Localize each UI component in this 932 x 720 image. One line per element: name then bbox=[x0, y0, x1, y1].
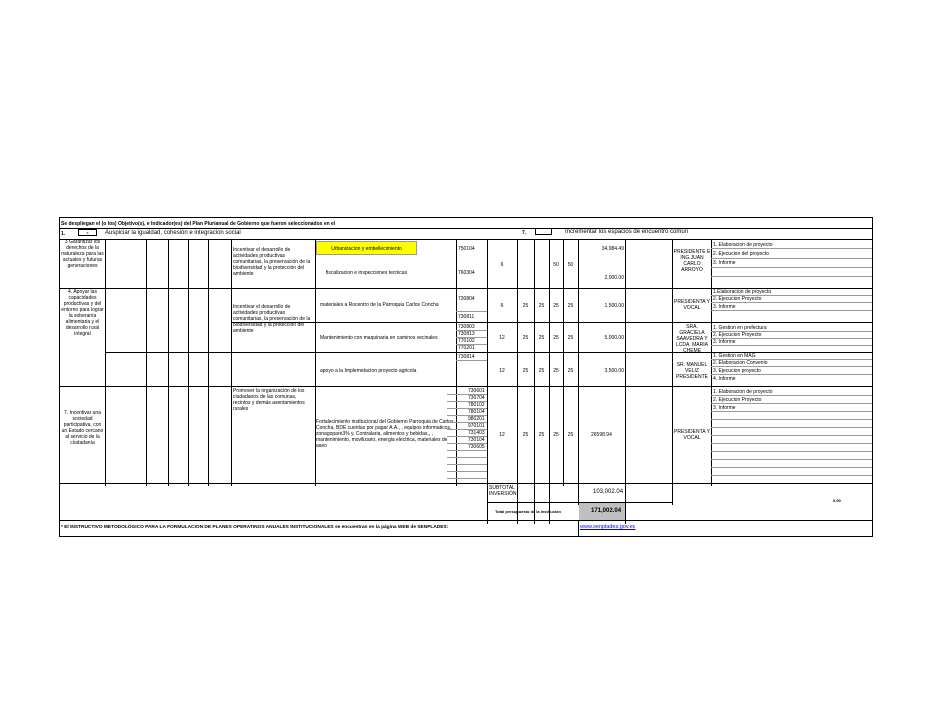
budget-code: 730601 bbox=[468, 388, 485, 394]
activity-item: 3. Ejecucion proyecto bbox=[713, 368, 761, 374]
quarter-cell: 25 bbox=[538, 368, 545, 374]
amount-cell: 5,000.00 bbox=[604, 335, 624, 341]
quarter-cell: 25 bbox=[538, 432, 545, 438]
budget-code: 750104 bbox=[458, 246, 475, 252]
responsible-cell: PRESIDENTA Y VOCAL bbox=[674, 429, 710, 441]
objective-1-number: 1. bbox=[61, 231, 66, 237]
budget-code: 731403 bbox=[468, 430, 485, 436]
activity-item: 2. Ejecucion Proyecto bbox=[713, 296, 762, 302]
total-budget-label: Total presupuesto de la institución bbox=[495, 509, 561, 514]
activity-item: 2. Ejecucion Proyecto bbox=[713, 397, 762, 403]
section-1-strategy: Incentivar el desarrollo de actividades productivas comunitarias, la preservación de la biodiversidad y la protección del ambiente bbox=[233, 247, 311, 277]
budget-code: 770201 bbox=[458, 345, 475, 351]
section-4-objective: 7. Incentivar una sociedad participativa, con un Estado cercano al servicio de la ciudadanía bbox=[61, 410, 104, 446]
highlighted-project-cell: Urbanizacion y embellecimiento bbox=[316, 241, 417, 255]
activity-item: 1. Gestion en MAG bbox=[713, 353, 756, 359]
objective-7-text: Incrementar los espacios de encuentro común bbox=[565, 229, 689, 235]
project-agricola: apoyo a la Implemetacion proyecto agricola bbox=[320, 368, 417, 374]
budget-code: 780102 bbox=[468, 402, 485, 408]
right-total-value: 0.00 bbox=[833, 498, 841, 503]
amount-cell: 3,500.00 bbox=[604, 368, 624, 374]
budget-code: 730811 bbox=[458, 314, 475, 320]
project-fortalecimiento: Fortalecimiento institucional del Gobierno Parroquia de Carlos Concha, BDE cuentas por pagar A.A., , equipos informaticos, zonagopare3% y, Contralaria, alimentos y bebidas,, , mantenimiento, movilizario, energia electrica, materiales de aseo bbox=[316, 419, 454, 449]
project-mantenimiento: Mantenimiento con maquinaria en caminos vecinales bbox=[320, 335, 438, 341]
senplades-link[interactable]: www.senplades.gov.ec bbox=[580, 524, 636, 530]
budget-code: 980201 bbox=[468, 416, 485, 422]
objective-7-number: 7. bbox=[522, 230, 527, 236]
quarter-cell: 25 bbox=[553, 368, 559, 374]
activity-item: 1. Gestion en prefectura bbox=[713, 325, 767, 331]
budget-code: 770102 bbox=[458, 338, 475, 344]
qty-cell: 6 bbox=[500, 303, 504, 309]
section-2-objective: 4. Apoyar las capacidades productivas y del entorno para lograr la soberanía alimentaria y el desarrollo rural integral bbox=[61, 289, 104, 337]
activity-item: 3. Informe bbox=[713, 304, 736, 310]
subtotal-value: 103,002.04 bbox=[593, 489, 624, 495]
total-budget-cell: 171,002.04 bbox=[579, 503, 625, 520]
budget-code: 970101 bbox=[468, 423, 485, 429]
activity-item: 3. Informe bbox=[713, 405, 736, 411]
amount-cell: 34,984.49 bbox=[601, 246, 624, 252]
activity-item: 3. Informe bbox=[713, 260, 736, 266]
quarter-cell: 25 bbox=[522, 368, 529, 374]
objective-1-checkbox[interactable]: x bbox=[78, 229, 97, 236]
budget-code: 730814 bbox=[458, 354, 475, 360]
qty-cell: 12 bbox=[499, 335, 505, 341]
amount-cell: 1,500.00 bbox=[604, 303, 624, 309]
quarter-cell: 25 bbox=[553, 432, 559, 438]
responsible-cell: SRA. GRACIELA SAAVEDRA Y LCDA. MARIA CHEME bbox=[676, 324, 708, 354]
qty-cell: 12 bbox=[499, 368, 505, 374]
budget-code: 730104 bbox=[468, 437, 485, 443]
header-title: Se despliegan el (o los) Objetivo(s), e Indicador(es) del Plan Plurianual de Gobierno que fueron seleccionados en el bbox=[61, 221, 336, 227]
section-1-objective: 3 Garantizar los derechos de la naturaleza para las actuales y futuras generaciones bbox=[61, 239, 104, 269]
subtotal-label: SUBTOTAL INVERSIÓN bbox=[489, 485, 517, 497]
footer-note: * El INSTRUCTIVO METODOLÓGICO PARA LA FORMULACION DE PLANES OPERATINOS ANUALES INSTITUCIONALES se encuentran en la página WEB de SENPLADES: bbox=[61, 525, 449, 530]
amount-cell: 26598.94 bbox=[591, 432, 612, 438]
budget-code: 760304 bbox=[458, 270, 475, 276]
project-fiscalizacion: fiscalizacion e inspecciones tecnicas bbox=[325, 270, 408, 276]
section-2-strategy: Incentivar el desarrollo de actividades productivas comunitarias, la preservación de la biodiversidad y la protección del ambiente bbox=[233, 304, 311, 334]
activity-item: 4. Informe bbox=[713, 376, 736, 382]
budget-code: 730804 bbox=[458, 296, 475, 302]
activity-item: 1.Elaboracion de proyecto bbox=[713, 289, 772, 295]
quarter-cell: 50 bbox=[553, 262, 559, 268]
responsible-cell: PRESIDENTA Y VOCAL bbox=[674, 299, 710, 311]
quarter-cell: 25 bbox=[567, 368, 574, 374]
budget-code: 730803 bbox=[458, 324, 475, 330]
objective-1-text: Auspiciar la igualdad, cohesión e integracion social bbox=[105, 230, 241, 236]
amount-cell: 2,000.00 bbox=[604, 275, 624, 281]
section-4-strategy: Promover la organización de los ciudadanos de las comunas, recintos y demás asentamientos rurales bbox=[233, 388, 305, 412]
quarter-cell: 25 bbox=[553, 335, 559, 341]
quarter-cell: 50 bbox=[567, 262, 574, 268]
quarter-cell: 25 bbox=[538, 303, 545, 309]
project-materiales: materiales a Rocentro de la Parroquia Carlos Concha bbox=[320, 302, 439, 308]
activity-item: 2. Elaboracion Convenio bbox=[713, 360, 768, 366]
activity-item: 1. Elaboracion de proyecto bbox=[713, 389, 773, 395]
quarter-cell: 25 bbox=[522, 303, 529, 309]
qty-cell: 6 bbox=[500, 262, 504, 268]
responsible-cell: PRESIDENTE E ING.JUAN CARLO ARROYO bbox=[673, 249, 711, 273]
activity-item: 2. Ejecucion Proyecto bbox=[713, 332, 762, 338]
qty-cell: 12 bbox=[499, 432, 505, 438]
activity-item: 1. Elaboracion de proyecto bbox=[713, 242, 773, 248]
quarter-cell: 25 bbox=[567, 335, 574, 341]
budget-code: 730813 bbox=[458, 331, 475, 337]
quarter-cell: 25 bbox=[567, 432, 574, 438]
quarter-cell: 25 bbox=[522, 335, 529, 341]
quarter-cell: 25 bbox=[538, 335, 545, 341]
objective-7-checkbox[interactable] bbox=[535, 228, 552, 235]
quarter-cell: 25 bbox=[567, 303, 574, 309]
activity-item: 2. Ejecucion del proyecto bbox=[713, 251, 769, 257]
responsible-cell: SR. MANUEL VELIZ PRESIDENTE bbox=[676, 362, 708, 380]
budget-code: 730605 bbox=[468, 444, 485, 450]
budget-code: 780104 bbox=[468, 409, 485, 415]
activity-item: 3. Informe bbox=[713, 339, 736, 345]
budget-code: 730704 bbox=[468, 395, 485, 401]
poa-sheet bbox=[59, 217, 873, 537]
quarter-cell: 25 bbox=[522, 432, 529, 438]
quarter-cell: 25 bbox=[553, 303, 559, 309]
